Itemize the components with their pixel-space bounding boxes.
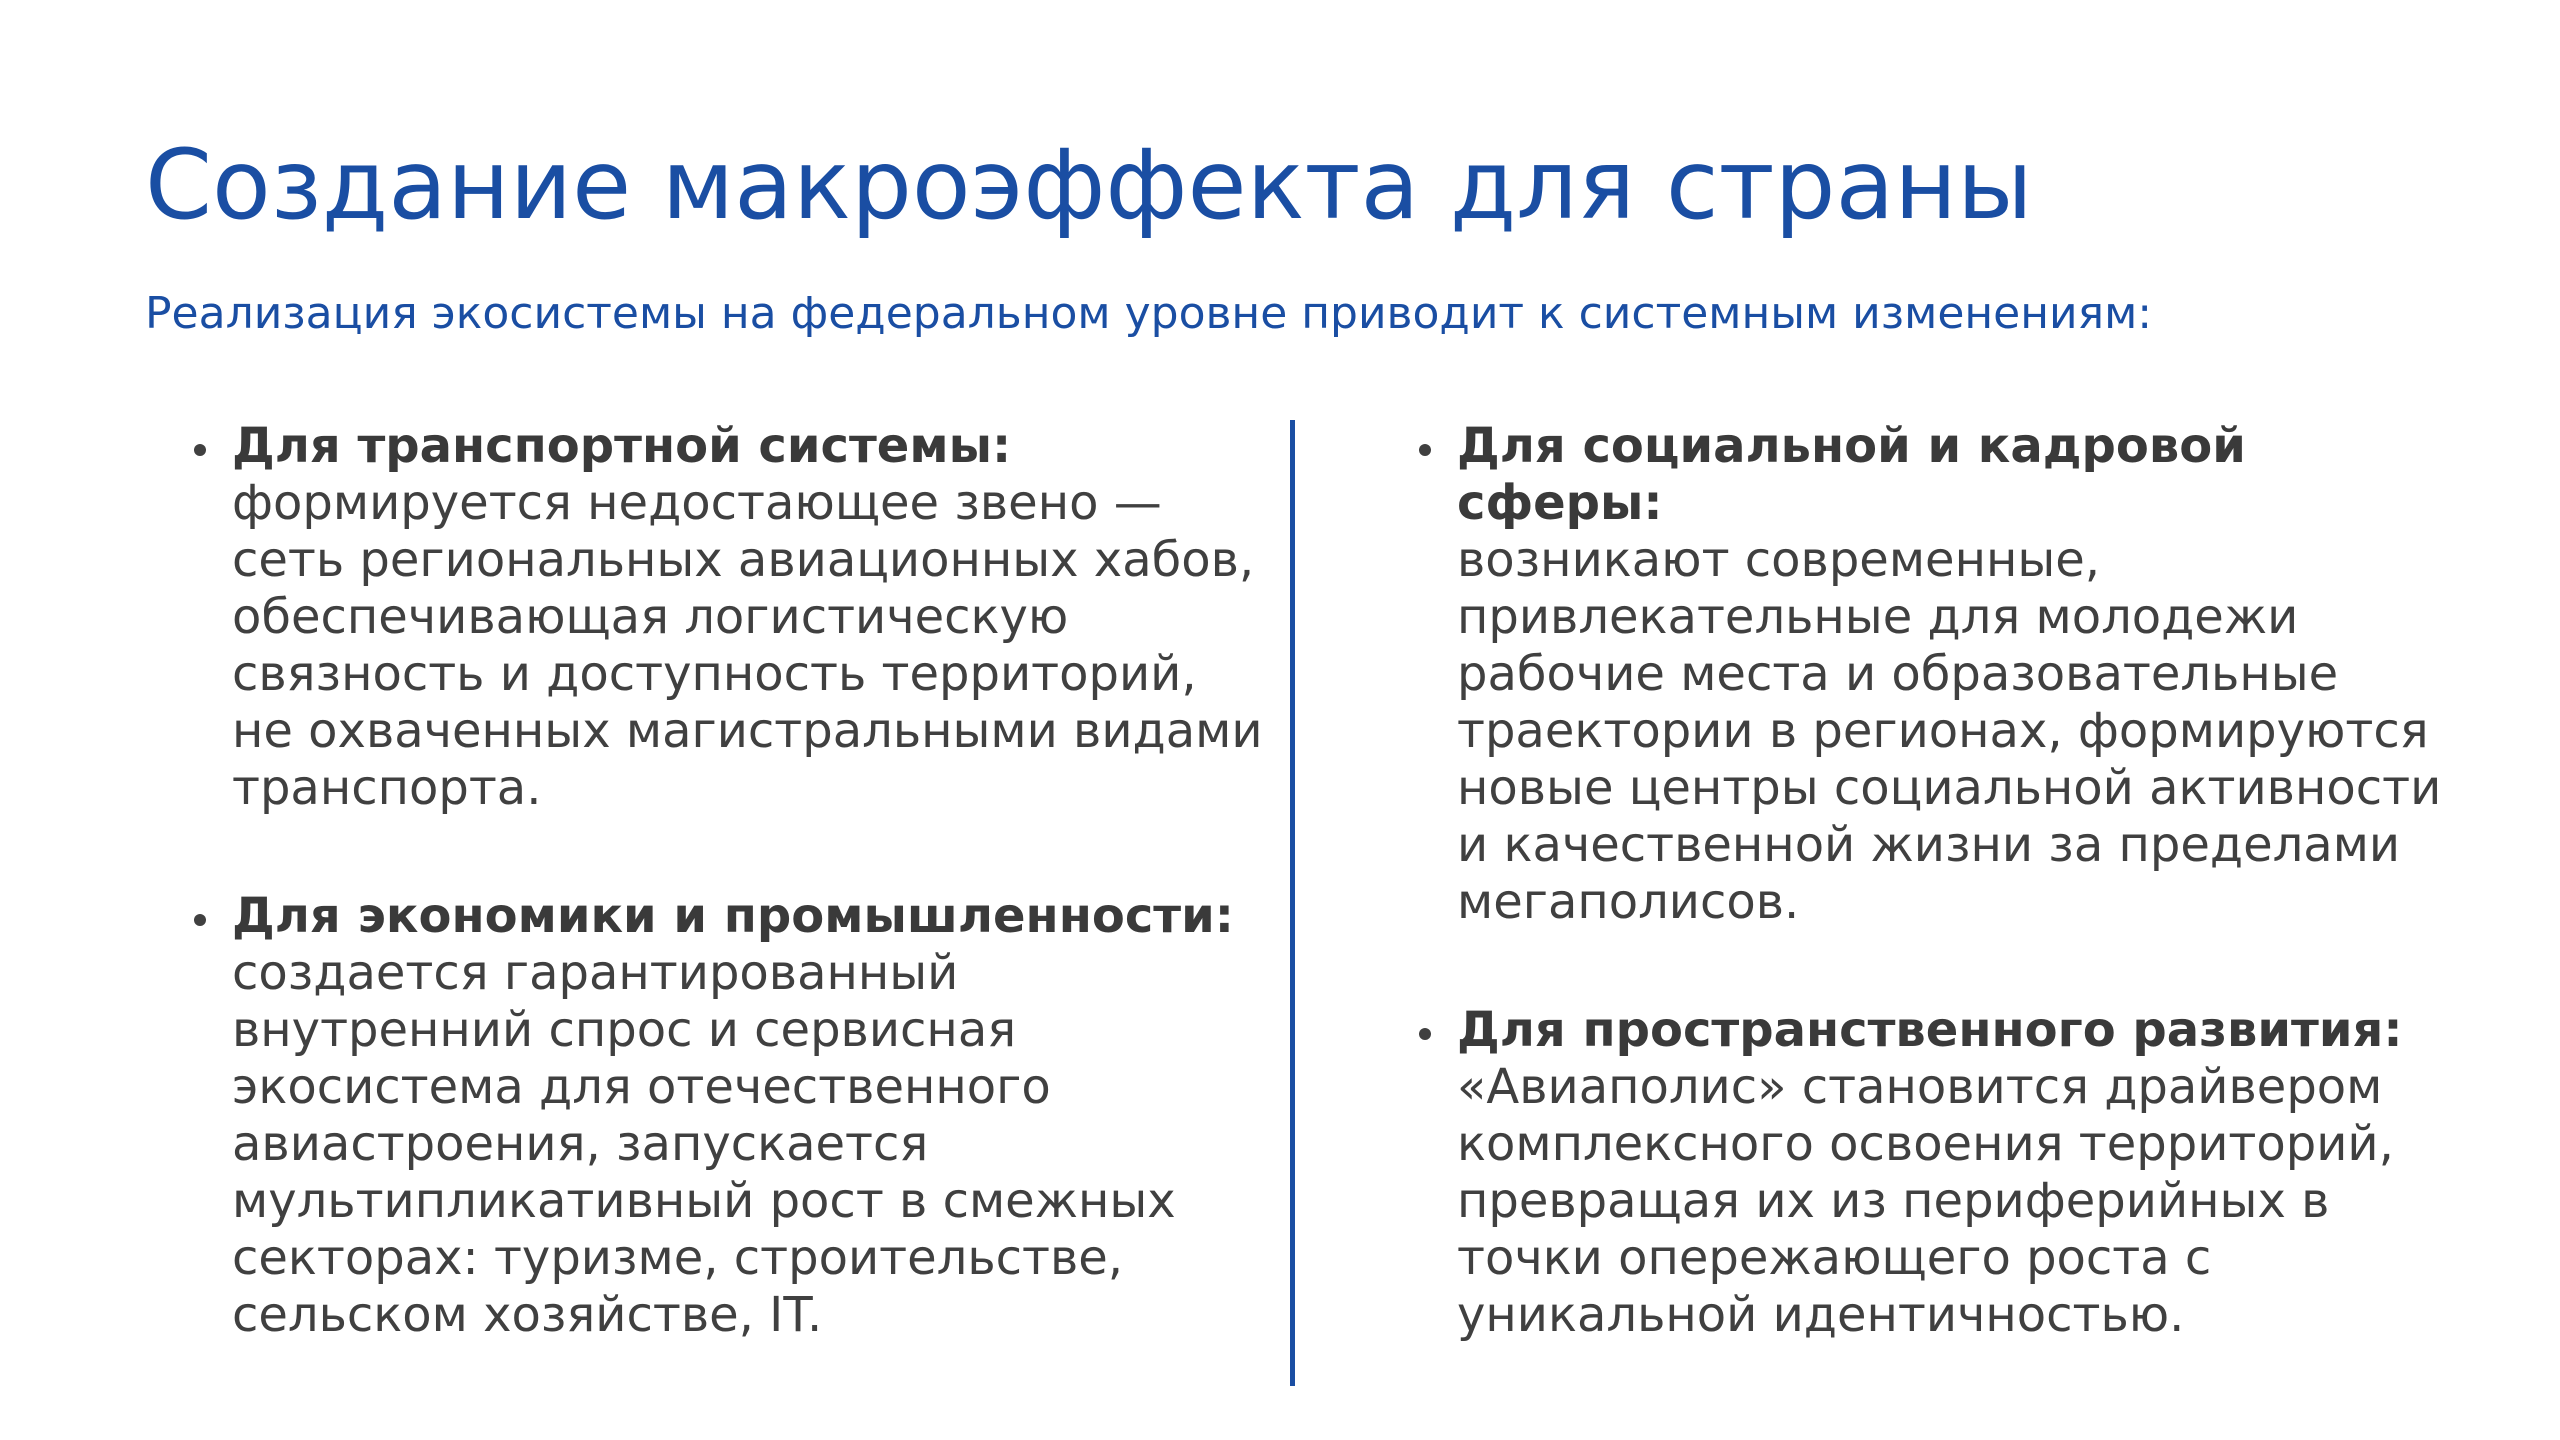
slide-subtitle: Реализация экосистемы на федеральном уровне приводит к системным изменениям: [145,288,2153,339]
bullet-dot-icon [194,444,206,456]
bullet-heading: Для социальной и кадровой сферы: [1457,418,2246,531]
bullet-dot-icon [1419,444,1431,456]
bullet-economy [190,888,1270,1344]
bullet-text: возникают современные, привлекательные для молодежи рабочие места и образовательные траектории в регионах, формируются новые центры социальной активности и качественной жизни за пределами мегаполисов. [1457,532,2442,930]
bullet-heading: Для пространственного развития: [1457,1002,2403,1058]
left-column [190,418,1270,1344]
bullet-dot-icon [1419,1028,1431,1040]
bullet-dot-icon [194,914,206,926]
slide-title: Создание макроэффекта для страны [145,129,2033,241]
bullet-text: формируется недостающее звено — сеть региональных авиационных хабов, обеспечивающая логистическую связность и доступность территорий, не охваченных магистральными видами транспорта. [232,475,1263,816]
bullet-social [1415,418,2455,931]
bullet-heading: Для транспортной системы: [232,418,1012,474]
bullet-heading: Для экономики и промышленности: [232,888,1234,944]
bullet-spatial [1415,1002,2455,1344]
column-divider [1290,420,1295,1386]
bullet-text: создается гарантированный внутренний спрос и сервисная экосистема для отечественного авиастроения, запускается мультипликативный рост в смежных секторах: туризме, строительстве, сельском хозяйстве, IT. [232,945,1176,1343]
bullet-text: «Авиаполис» становится драйвером комплексного освоения территорий, превращая их из периферийных в точки опережающего роста с уникальной идентичностью. [1457,1059,2394,1343]
bullet-transport [190,418,1270,817]
right-column [1415,418,2455,1344]
